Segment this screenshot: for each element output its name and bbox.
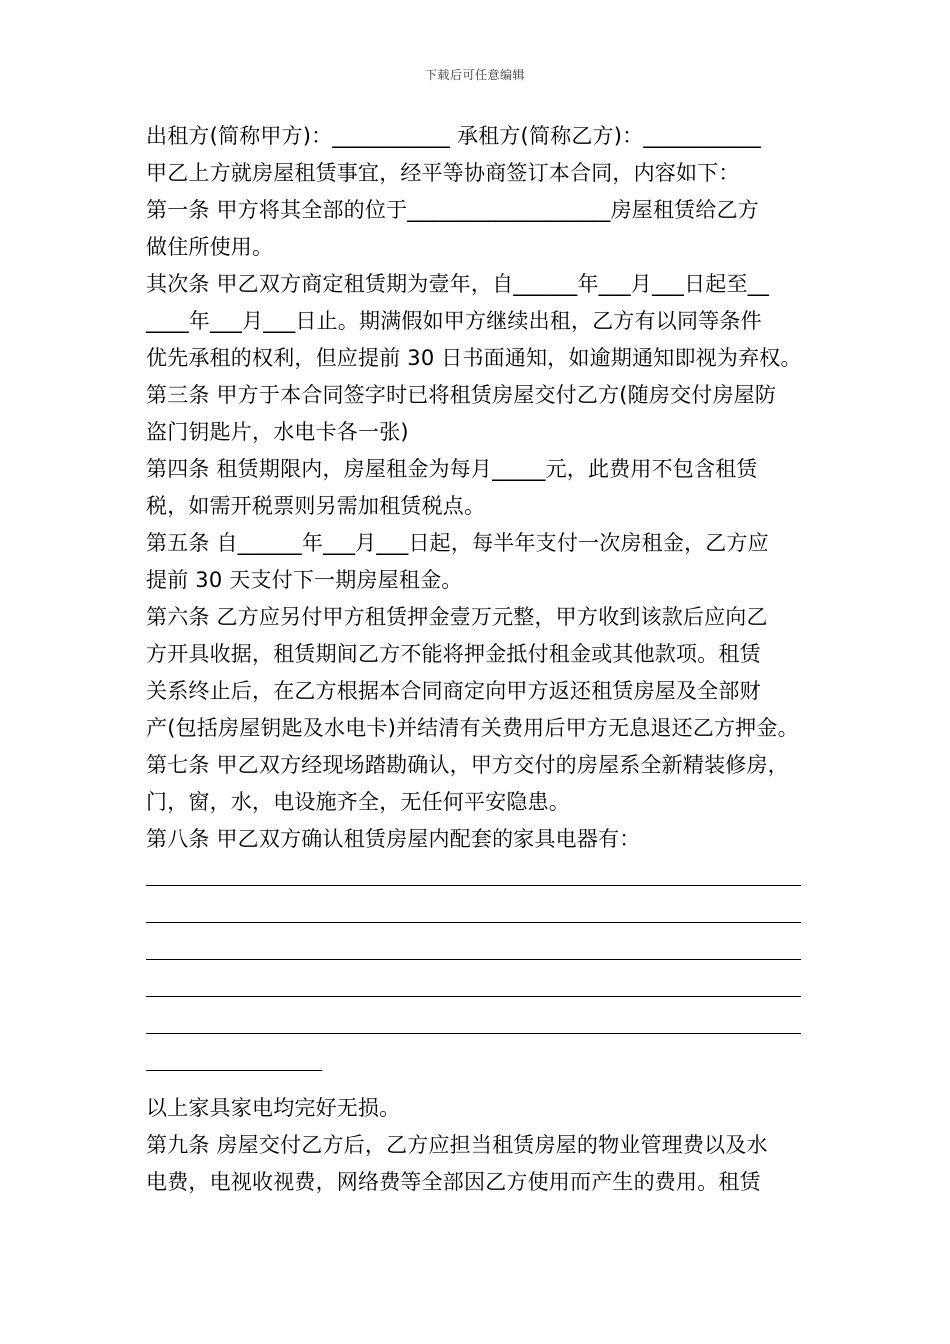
- article-7-line: 第七条 甲乙双方经现场踏勘确认，甲方交付的房屋系全新精装修房，: [146, 753, 789, 777]
- article-7-line: 门，窗，水，电设施齐全，无任何平安隐患。: [146, 790, 570, 814]
- article-2-line: ____年___月___日止。期满假如甲方继续出租，乙方有以同等条件: [146, 309, 762, 333]
- underline-rule: [146, 959, 801, 960]
- underline-rule: [146, 885, 801, 886]
- article-1-line: 做住所使用。: [146, 235, 274, 259]
- underline-rule: [146, 996, 801, 997]
- article-1-line: 第一条 甲方将其全部的位于___________________房屋租赁给乙方: [146, 198, 759, 222]
- blank-fill-line: [146, 969, 826, 1006]
- article-4-line: 税，如需开税票则另需加租赁税点。: [146, 494, 486, 518]
- article-9-line: 第九条 房屋交付乙方后，乙方应担当租赁房屋的物业管理费以及水: [146, 1133, 768, 1157]
- blank-fill-line: [146, 895, 826, 932]
- contract-body: [146, 118, 826, 1201]
- article-5-line: 第五条 自______年___月___日起，每半年支付一次房租金，乙方应: [146, 531, 769, 555]
- blank-fill-line: [146, 1006, 826, 1043]
- blank-fill-line: [146, 1043, 826, 1080]
- party-line: 出租方(简称甲方)：___________ 承租方(简称乙方)：___________: [146, 124, 762, 148]
- article-9-line: 电费，电视收视费，网络费等全部因乙方使用而产生的费用。租赁: [146, 1170, 761, 1194]
- article-5-line: 提前 30 天支付下一期房屋租金。: [146, 568, 463, 592]
- underline-rule: [146, 1033, 801, 1034]
- article-6-line: 产(包括房屋钥匙及水电卡)并结清有关费用后甲方无息退还乙方押金。: [146, 716, 799, 740]
- blank-fill-line: [146, 858, 826, 895]
- underline-rule: [146, 1070, 322, 1071]
- article-2-line: 其次条 甲乙双方商定租赁期为壹年，自______年___月___日起至__: [146, 272, 770, 296]
- article-3-line: 盗门钥匙片，水电卡各一张): [146, 420, 409, 444]
- article-6-line: 关系终止后，在乙方根据本合同商定向甲方返还租赁房屋及全部财: [146, 679, 761, 703]
- article-6-line: 方开具收据，租赁期间乙方不能将押金抵付租金或其他款项。租赁: [146, 642, 761, 666]
- article-8-line: 第八条 甲乙双方确认租赁房屋内配套的家具电器有：: [146, 827, 641, 851]
- article-4-line: 第四条 租赁期限内，房屋租金为每月_____元，此费用不包含租赁: [146, 457, 758, 481]
- article-3-line: 第三条 甲方于本合同签字时已将租赁房屋交付乙方(随房交付房屋防: [146, 383, 777, 407]
- preamble-line: 甲乙上方就房屋租赁事宜，经平等协商签订本合同，内容如下：: [146, 161, 740, 185]
- underline-rule: [146, 922, 801, 923]
- header-note: 下载后可任意编辑: [424, 68, 525, 82]
- article-6-line: 第六条 乙方应另付甲方租赁押金壹万元整，甲方收到该款后应向乙: [146, 605, 768, 629]
- furniture-condition-line: 以上家具家电均完好无损。: [146, 1096, 401, 1120]
- article-2-line: 优先承租的权利，但应提前 30 日书面通知，如逾期通知即视为弃权。: [146, 346, 802, 370]
- blank-fill-line: [146, 932, 826, 969]
